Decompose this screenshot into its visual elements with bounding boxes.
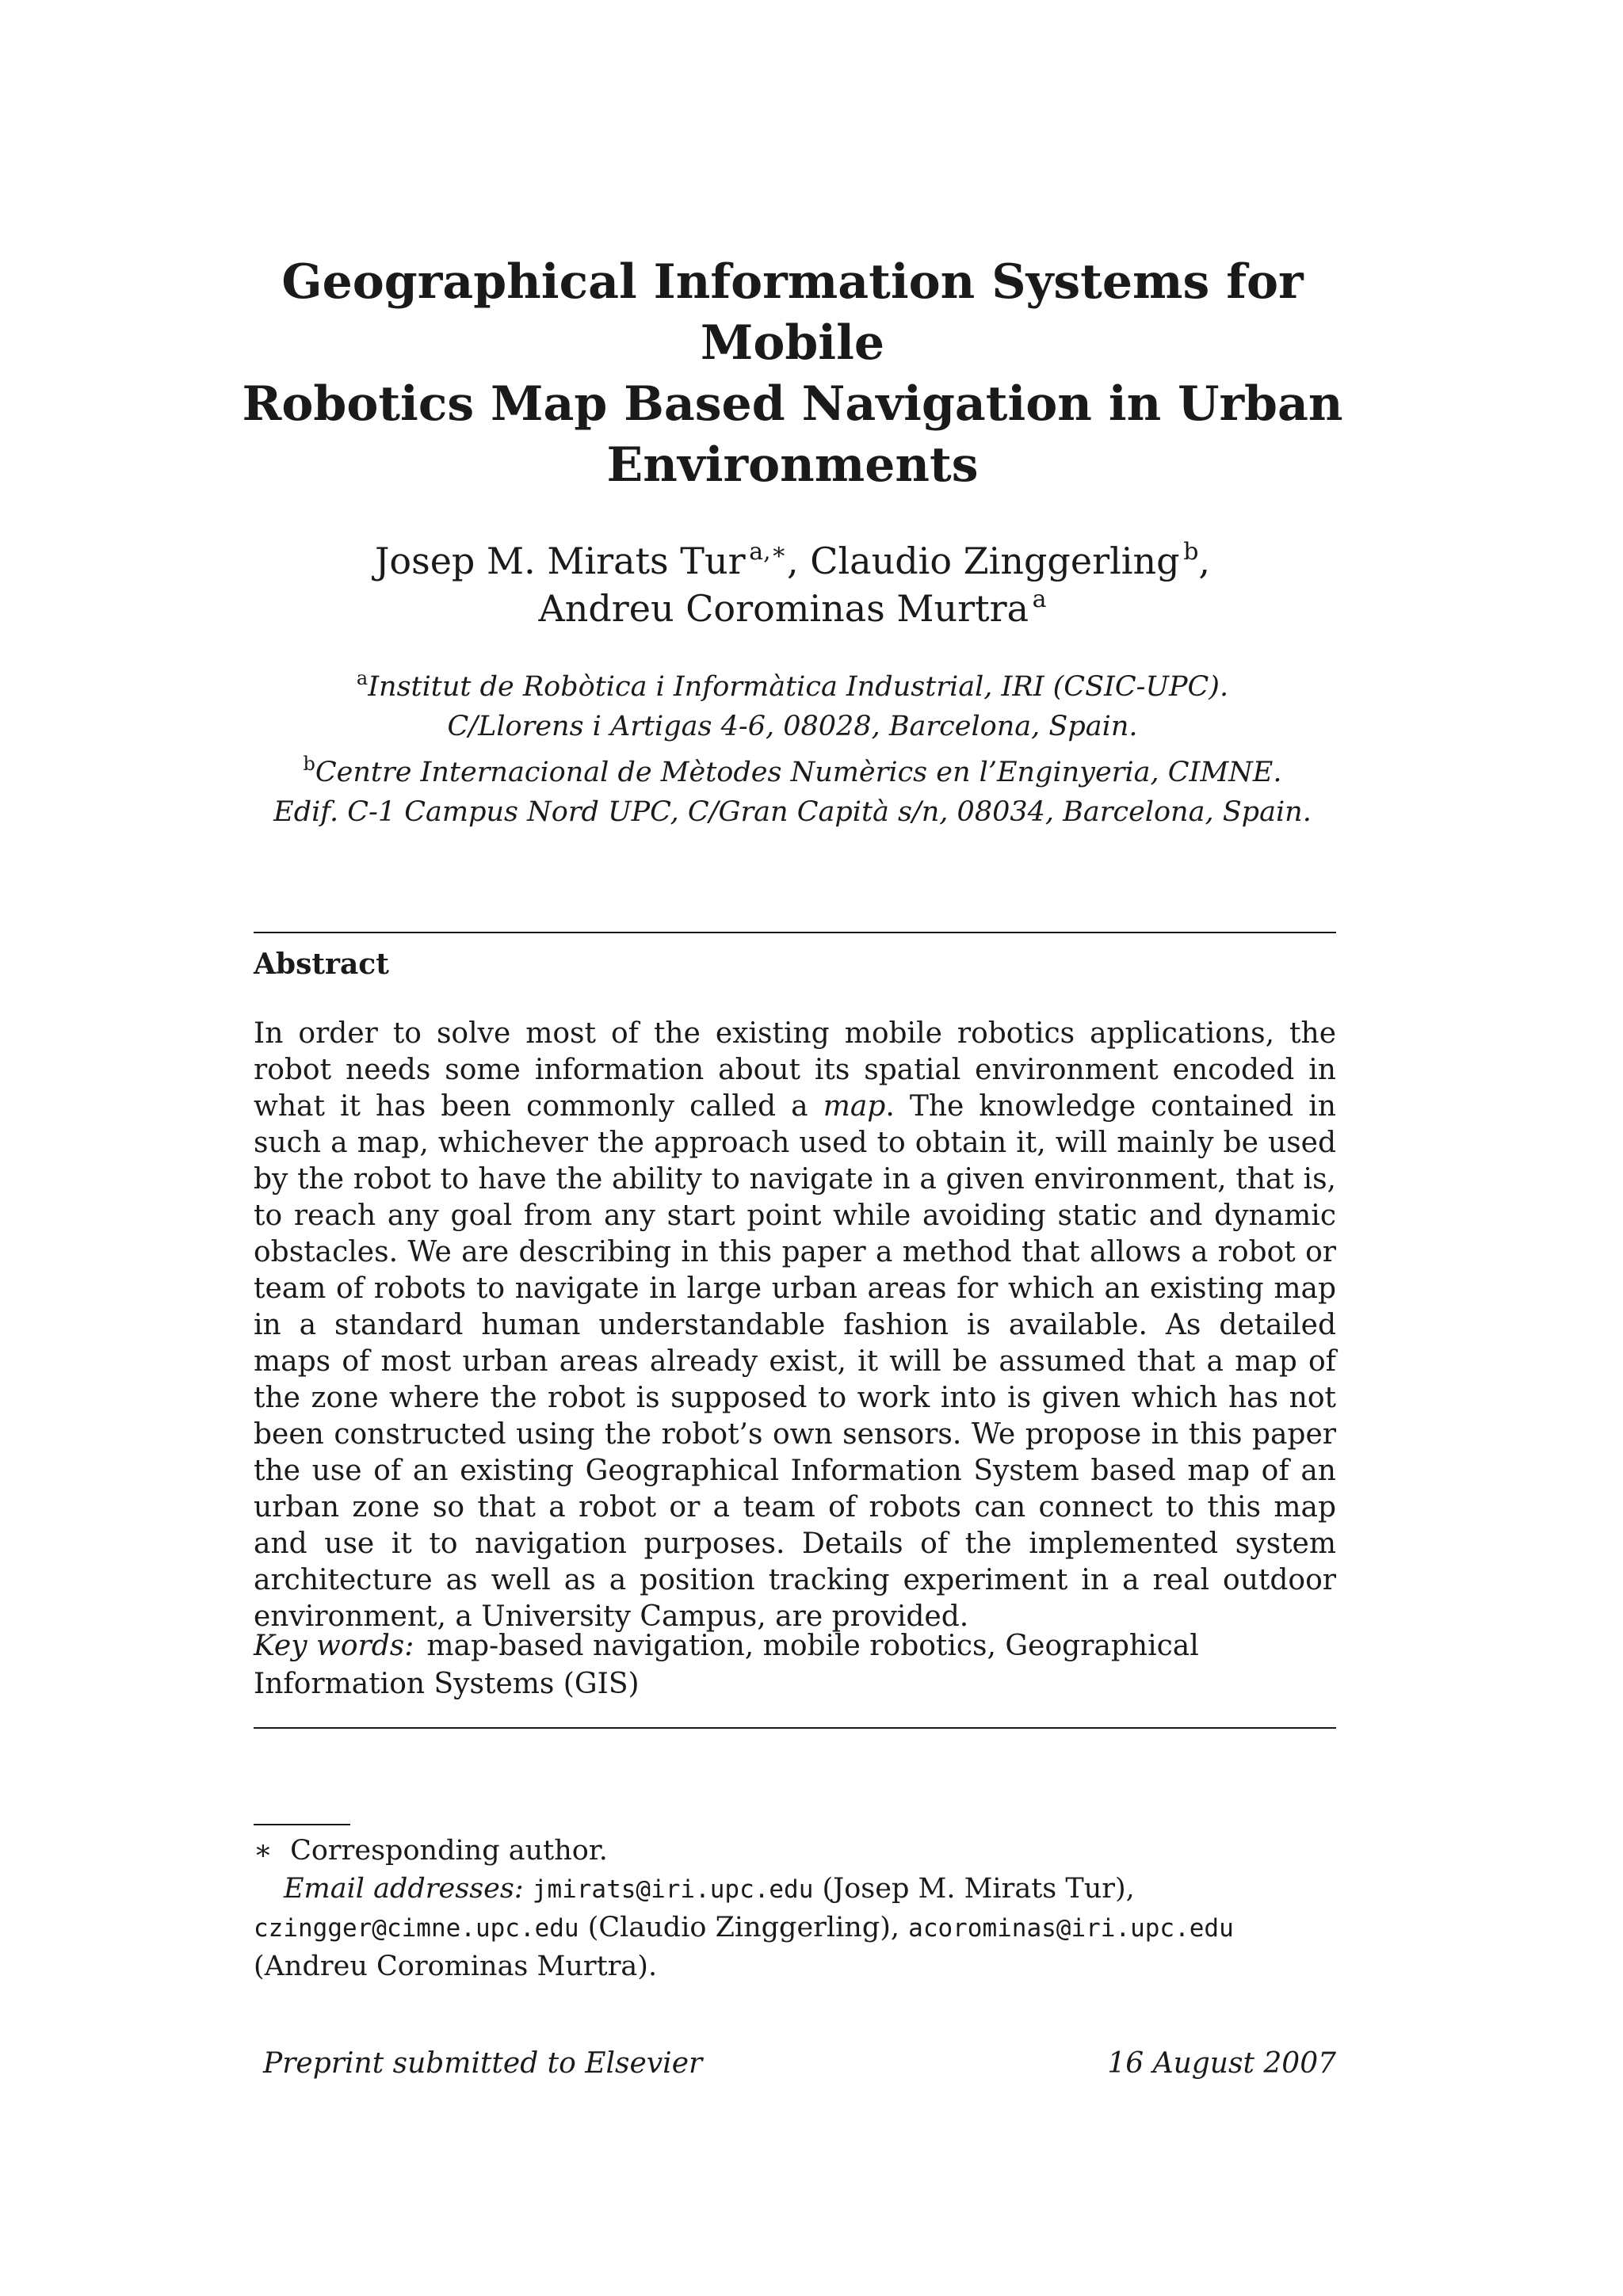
abstract-text-start: In order to solve most of the existing mobile robotics applications, the robot needs some information about its spatial environment encoded in what it has been commonly called a — [254, 1017, 1336, 1123]
keywords — [254, 1627, 1336, 1703]
affiliation-b — [222, 753, 1363, 832]
affiliation-a-mark: a — [356, 667, 369, 689]
title-line-1: Geographical Information Systems for Mobile — [281, 254, 1304, 371]
footnote — [254, 1832, 1336, 1985]
affiliation-b-text-1: Centre Internacional de Mètodes Numèrics en l’Enginyeria, CIMNE. — [315, 757, 1282, 788]
footnote-rule — [254, 1824, 350, 1825]
affiliation-b-line-2: Edif. C-1 Campus Nord UPC, C/Gran Capità s/n, 08034, Barcelona, Spain. — [273, 796, 1312, 828]
author-3-name: Andreu Corominas Murtra — [538, 587, 1029, 630]
keywords-label: Key words: — [254, 1630, 414, 1662]
email-label: Email addresses: — [284, 1873, 524, 1905]
author-list — [222, 537, 1363, 632]
abstract-body — [254, 1016, 1336, 1635]
corresponding-author-text: Corresponding author. — [290, 1835, 608, 1867]
footnote-line-1 — [254, 1832, 1336, 1870]
title-line-2: Robotics Map Based Navigation in Urban — [242, 376, 1343, 432]
abstract-bottom-rule — [254, 1727, 1336, 1729]
author-2-affil-mark: b — [1183, 538, 1199, 566]
affiliation-b-mark: b — [303, 753, 315, 775]
affiliation-b-line-1 — [222, 753, 1363, 792]
abstract-emphasis-map: map — [823, 1090, 886, 1123]
keywords-text: map-based navigation, mobile robotics, Geographical Information Systems (GIS) — [254, 1630, 1199, 1700]
email-2[interactable]: czingger@cimne.upc.edu — [254, 1914, 579, 1943]
affiliation-a-line-2: C/Llorens i Artigas 4-6, 08028, Barcelona, Spain. — [447, 711, 1138, 742]
abstract-text-rest: . The knowledge contained in such a map, whichever the approach used to obtain it, will mainly be used by the robot to have the ability to navigate in a given environment, that is, to reach any goal from any start point while avoiding static and dynamic obstacles. We are describing in this paper a method that allows a robot or team of robots to navigate in large urban areas for which an existing map in a standard human understandable fashion is available. As detailed maps of most urban areas already exist, it will be assumed that a map of the zone where the robot is supposed to work into is given which has not been constructed using the robot’s own sensors. We propose in this paper the use of an existing Geographical Information System based map of an urban zone so that a robot or a team of robots can connect to this map and use it to navigation purposes. Details of the implemented system architecture as well as a position tracking experiment in a real outdoor environment, a University Campus, are provided. — [254, 1090, 1336, 1633]
email-3[interactable]: acorominas@iri.upc.edu — [908, 1914, 1234, 1943]
footer-preprint: Preprint submitted to Elsevier — [263, 2047, 703, 2080]
affiliation-a-text-1: Institut de Robòtica i Informàtica Industrial, IRI (CSIC-UPC). — [368, 671, 1229, 703]
author-line-2 — [222, 585, 1363, 632]
footnote-marker: ∗ — [254, 1835, 273, 1867]
email-1[interactable]: jmirats@iri.upc.edu — [532, 1875, 814, 1904]
title-line-3: Environments — [606, 437, 979, 493]
footer-date: 16 August 2007 — [1107, 2047, 1336, 2080]
author-1-name: Josep M. Mirats Tur — [374, 540, 746, 582]
author-line-1: Josep M. Mirats Tur $^{a,∗}$, Claudio Zinggerling $^b$, — [374, 538, 1211, 582]
affiliation-a-line-1 — [222, 667, 1363, 707]
author-2-name: Claudio Zinggerling — [810, 540, 1180, 582]
paper-title — [222, 252, 1363, 496]
email-2-owner: (Claudio Zinggerling), — [587, 1912, 900, 1943]
footnote-line-4: (Andreu Corominas Murtra). — [254, 1951, 658, 1982]
abstract-heading: Abstract — [254, 948, 389, 981]
affiliation-a — [222, 667, 1363, 746]
author-1-affil-mark: a,∗ — [749, 538, 787, 566]
author-3-affil-mark: a — [1032, 585, 1047, 613]
abstract-top-rule — [254, 932, 1336, 933]
footnote-line-2 — [254, 1870, 1336, 1909]
footnote-line-3 — [254, 1909, 1336, 1947]
email-1-owner: (Josep M. Mirats Tur), — [822, 1873, 1135, 1905]
